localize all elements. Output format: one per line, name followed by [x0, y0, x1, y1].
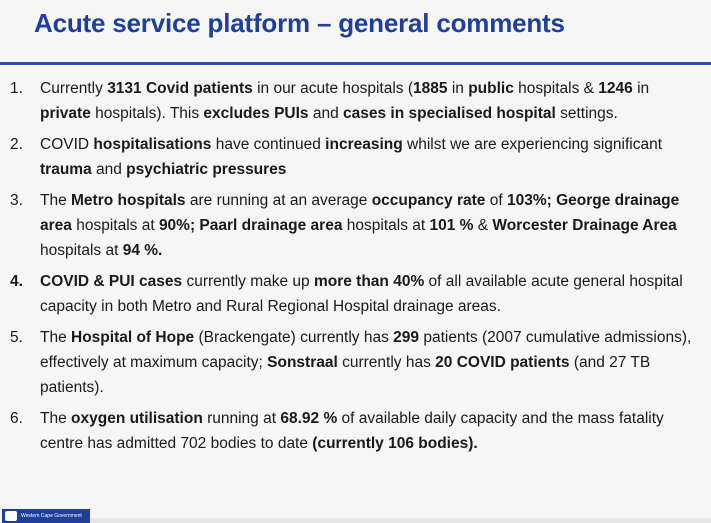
text: have continued — [211, 136, 326, 153]
bold-text: 3131 Covid patients — [107, 80, 253, 97]
bold-text: 94 %. — [122, 242, 163, 259]
text: and — [308, 105, 344, 122]
text: of all available acute general hospital capacity in both Metro and Rural Regional Hospital drainage areas. — [40, 273, 683, 315]
bold-text: public — [468, 80, 514, 97]
text: settings. — [555, 105, 618, 122]
bold-text: excludes PUIs — [203, 105, 309, 122]
bold-text: private — [40, 105, 91, 122]
government-logo — [2, 509, 90, 523]
list-item — [0, 406, 711, 456]
bold-text: more than 40% — [313, 273, 425, 290]
bold-text: 1246 — [598, 80, 633, 97]
text: in — [447, 80, 469, 97]
list-item — [0, 269, 711, 319]
bold-text: trauma — [40, 161, 92, 178]
text: hospitals at — [342, 217, 430, 234]
text: patients (2007 cumulative admissions), effectively at maximum capacity; — [40, 329, 692, 371]
bold-text: hospitalisations — [93, 136, 212, 153]
item-number: 1. — [10, 80, 23, 97]
text: of available daily capacity and the mass fatality centre has admitted 702 bodies to date — [40, 410, 664, 452]
text: The — [40, 410, 72, 427]
text: hospitals & — [513, 80, 599, 97]
text: currently has — [337, 354, 436, 371]
text: of — [485, 192, 507, 209]
bold-text: 68.92 % — [280, 410, 338, 427]
text: The — [40, 329, 72, 346]
text: running at — [202, 410, 281, 427]
comments-list — [0, 76, 711, 462]
text: in our acute hospitals ( — [252, 80, 414, 97]
text: whilst we are experiencing significant — [402, 136, 663, 153]
item-number: 5. — [10, 329, 23, 346]
title-divider — [0, 62, 711, 65]
text: COVID — [40, 136, 94, 153]
text: Currently — [40, 80, 108, 97]
bold-text: COVID & PUI cases — [40, 273, 183, 290]
bold-text: cases in specialised hospital — [343, 105, 556, 122]
bold-text: 90%; Paarl drainage area — [158, 217, 343, 234]
bold-text: increasing — [325, 136, 403, 153]
text: are running at an average — [185, 192, 372, 209]
bold-text: 299 — [393, 329, 420, 346]
text: (and 27 TB patients). — [40, 354, 651, 396]
text: & — [473, 217, 493, 234]
list-item — [0, 188, 711, 263]
bold-text: 20 COVID patients — [435, 354, 570, 371]
text: hospitals at — [40, 242, 123, 259]
item-number: 6. — [10, 410, 23, 427]
bold-text: Sonstraal — [267, 354, 338, 371]
item-number: 3. — [10, 192, 23, 209]
text: hospitals at — [71, 217, 159, 234]
list-item — [0, 325, 711, 400]
bold-text: Metro hospitals — [71, 192, 186, 209]
text: and — [91, 161, 127, 178]
text: The — [40, 192, 72, 209]
coat-of-arms-icon — [5, 511, 17, 521]
bold-text: 1885 — [413, 80, 448, 97]
bold-text: Worcester Drainage Area — [492, 217, 677, 234]
bold-text: psychiatric pressures — [126, 161, 287, 178]
item-number: 2. — [10, 136, 23, 153]
bold-text: 103%; George drainage area — [40, 192, 680, 234]
bold-text: (currently 106 bodies). — [312, 435, 478, 452]
bold-text: Hospital of Hope — [71, 329, 195, 346]
bold-text: oxygen utilisation — [71, 410, 203, 427]
logo-text: Western Cape Government — [21, 513, 82, 519]
list-item — [0, 76, 711, 126]
bold-text: 101 % — [429, 217, 474, 234]
text: hospitals). This — [90, 105, 204, 122]
text: currently make up — [182, 273, 314, 290]
bold-text: occupancy rate — [371, 192, 486, 209]
footer-band — [90, 518, 711, 523]
text: (Brackengate) currently has — [194, 329, 394, 346]
slide-title: Acute service platform – general comments — [34, 8, 565, 38]
item-number: 4. — [10, 273, 23, 290]
list-item — [0, 132, 711, 182]
text: in — [632, 80, 650, 97]
